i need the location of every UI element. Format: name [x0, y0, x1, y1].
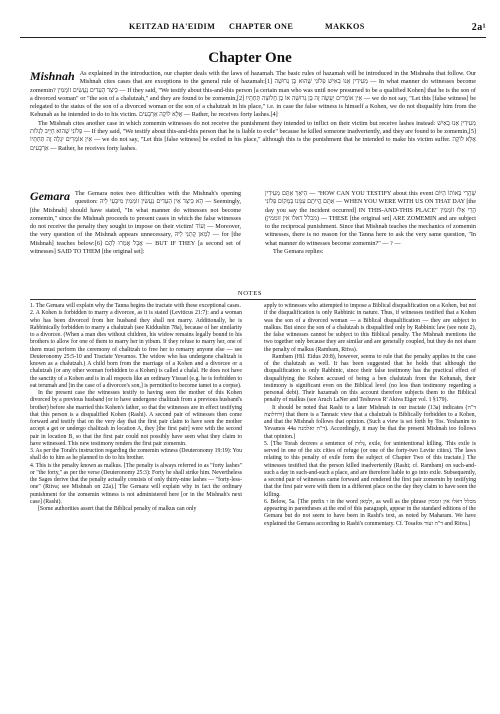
- gemara-lead-word: Gemara: [30, 189, 70, 203]
- note-paragraph: 6. Below, 5a. [The prefix ו in the word וּלְמָאן, as well as the phrase מכלל דאלו אין זוממין appearing in parentheses at the end of this paragraph, appear in the standard editions of the Gemara but do not seem to have been in Rashi's text, as noted by Maharam. We have explained the Gemara according to Rashi's commentary. Cf. Tosafos ד"ה ועוד and Ritva.]: [264, 498, 476, 527]
- note-paragraph: 1. The Gemara will explain why the Tanna begins the tractate with these exceptional cases.: [30, 303, 241, 309]
- header-chapter: CHAPTER ONE: [229, 22, 294, 31]
- note-paragraph: 2. A Kohen is forbidden to marry a divorcee, as it is stated (Leviticus 21:7): and a woman who has been divorced from her husband they shall not marry. Additionally, he is Rabbinically forbidden to marry a chalutzah (see Kiddushin 78a), because of her similarity to a divorcee. (When a man dies without children, his widow remains legally bound to his brothers to allow for one of them to marry her in yibum. If they refuse to marry her, one of them must perform the ceremony of chalitzah to free her to remarry anyone else — see Deuteronomy 25:5-10 and Tractate Yevamos. The widow who has undergone chalitzah is known as a chalutzah.) A child born from the marriage of a Kohen and a divorcee or a chalutzah (or any other woman forbidden to a Kohen) is called a chalal. He does not have the sanctity of a Kohen and is in all respects like an ordinary Yisrael (e.g. he is forbidden to eat terumah and [in the case of a divorcee's son,] is permitted to become tamei to a corpse).: [30, 310, 242, 389]
- header-book-title: KEITZAD HA'EIDIM: [129, 22, 216, 31]
- running-header: [20, 22, 486, 36]
- note-paragraph: In the present case the witnesses testify to having seen the mother of this Kohen divorced by a previous husband (or to have undergone chalitzah from a previous husband's brother) before she married this Kohen's father, so that the witnesses are in effect testifying that this person is a disqualified Kohen (Rashi). A second pair of witnesses then come forward and testify that on the very day that the first pair claim to have seen the mother accept a get or undergo chalitzah in location A, they [the first pair] were with the second pair in location B, so that the first pair could not possibly have seen what they claim to have witnessed. This new testimony renders the first pair zomemin.: [30, 390, 242, 447]
- header-rule: [20, 37, 486, 38]
- notes-rule: [30, 299, 476, 300]
- notes-right-column: [264, 303, 476, 528]
- note-paragraph: apply to witnesses who attempted to impose a Biblical disqualification on a Kohen, but not if the disqualification is only Rabbinic in nature. Thus, if witnesses testified that a Kohen was the son of a divorced woman — a Biblical disqualification — they are subject to malkus. But since the son of a chalutzah is disqualified only by Rabbinic law (see note 2), the false witnesses cannot be subject to this Biblical penalty. The Mishnah mentions the two together only because they are similar and are generally coupled, but they do not share the penalty of malkus (Rambam, Ritva).: [264, 303, 476, 353]
- notes-left-column: [30, 303, 242, 513]
- header-page-number: 2a¹: [471, 22, 486, 33]
- note-paragraph: It should be noted that Rashi to a later Mishnah in our tractate (13a) indicates (ד"ה ודחלוצה) that there is a Tannaic view that a chalutzah is Biblically forbidden to a Kohen, and that the Mishnah follows that opinion. (Such a view is set forth by Tos. Yeshanim to Yevamos 44a ד"ה ואלמנה). Accordingly, it may be that the present Mishnah too follows that opinion.]: [264, 404, 476, 440]
- mishnah-section: [30, 70, 476, 153]
- gemara-right-column: [265, 190, 476, 256]
- gemara-left-column: [30, 190, 241, 256]
- gemara-reply: The Gemara replies:: [273, 248, 324, 256]
- mishnah-lead-word: Mishnah: [30, 69, 75, 83]
- mishnah-paragraph-2: The Mishnah cites another case in which zomemin witnesses do not receive the punishment they intended to inflict on their victim but receive lashes instead: מְעִידִין אֵנוּ בְאִישׁ פְּלוֹנִי שֶׁהוּא חַיָּיב לִגְלוֹת — If they said, "We testify about this-and-this person that he is liable to exile" because he killed someone inadvertently, and they are found to be zomemin,[5] אֵין אוֹמְרִים יִגְלֶה זֶה תַּחְתָּיו — we do not say, "Let this [false witness] be exiled in his place," although this is the punishment that he intended to make his victim suffer. אֶלָּא לוֹקֶה אַרְבָּעִים — Rather, he receives forty lashes.: [30, 119, 477, 152]
- mishnah-paragraph-1: As explained in the introduction, our chapter deals with the laws of hazamah. The basic rules of hazamah will be introduced in the Mishnahs that follow. Our Mishnah cites cases that are exceptions to the general rule of hazamah:[1] מְעִידִין אֵנוּ בְאִישׁ פְּלוֹנִי שֶׁהוּא בֶּן גְּרוּשָׁה — In what manner do witnesses become zomemin? כֵּיצַד הָעֵדִים נַעֲשִׂים זוֹמְמִין — If they said, "We testify about this-and-this person [a certain man who was until now presumed to be a qualified Kohen] that he is the son of a divorced woman" or "the son of a chalutzah," and they are found to be zomemin,[2] אֵין אוֹמְרִים יֵעָשֶׂה זֶה בֶּן גְּרוּשָׁה אוֹ בֶן חֲלוּצָה תַּחְתָּיו — we do not say, "Let this [false witness] be relegated to the status of the son of a divorced woman or the son of a chalutzah in his place," i.e. in case the false witness is himself a Kohen, we do not disqualify him from the Kehunah as he intended to do to his victim. אֶלָּא לוֹקֶה אַרְבָּעִים — Rather, he receives forty lashes.[4]: [30, 70, 476, 119]
- notes-heading: NOTES: [237, 290, 263, 297]
- note-paragraph: 4. This is the penalty known as malkus. [The penalty is always referred to as "forty lashes" or "the forty," as per the verse (Deuteronomy 25:3): Forty he shall strike him. Nevertheless the Sages derive that the penalty actually consists of only thirty-nine lashes — "forty-less-one" (Ritva; see Mishnah on 22a).] The Gemara will explain why in fact the ordinary punishment for the zomemin witness is not administered here [or in the Mishnah's next case] (Rashi).: [30, 462, 242, 505]
- note-paragraph: Rambam (Hil. Eidus 20:8), however, seems to rule that the penalty applies in the case of the chalutzah as well. It has been suggested that he holds that although the disqualification is only Rabbinic, since their false testimony has the practical effect of disqualifying the Kohen accused of being a ben chalutzah from the Kehunah, their testimony is significant even on the Biblical level (no less than testimony regarding a personal debt). Their hazamah on this account therefore subjects them to the Biblical penalty of malkus (see Aruch LaNer and Teshuvos R' Akiva Eiger vol. 1 §179).: [264, 353, 476, 404]
- chapter-title: Chapter One: [208, 50, 292, 66]
- gemara-right-text: הֵיאָךְ אַתֶּם מְעִידִין — "HOW CAN YOU TESTIFY about this event שֶׁהֲרֵי בְּאוֹתוֹ הַיּוֹם אַתֶּם הֱיִיתֶם עִמָּנוּ בְּמָקוֹם פְּלוֹנִי — WHEN YOU WERE WITH US ON THAT DAY [the day you say the incident occurred] IN THIS-AND-THIS PLACE" הֲרֵי אֵלּוּ זוֹמְמִין (מכלל דאלו אין זוממין) — THESE [the original set] ARE ZOMEMIN and are subject to the reciprocal punishment. Since that Mishnah teaches the mechanics of zomemin witnesses, there is no reason for the Tanna here to ask the very same question, "In what manner do witnesses become zomemin?" — ? —: [265, 190, 476, 247]
- note-paragraph: 3. As per the Torah's instruction regarding the zomemin witness (Deuteronomy 19:19): You shall do to him as he planned to do to his brother.: [30, 448, 242, 462]
- header-tractate: MAKKOS: [325, 22, 365, 31]
- note-paragraph: [Some authorities assert that the Biblical penalty of malkus can only: [38, 506, 197, 512]
- gemara-left-text: The Gemara notes two difficulties with the Mishnah's opening question: הָא כֵּיצַד אֵין הָעֵדִים נַעֲשִׂין זוֹמְמִין מִיבְּעֵי לֵיהּ — Seemingly, [the Mishnah] should have stated, "In what manner do witnesses not become zomemin," since the Mishnah proceeds to present cases in which the false witnesses do not receive the penalty they sought to impose on their victim! וְעוֹד — Moreover, the very question of the Mishnah appears unnecessary, לְמַאן קָתָנֵי לֵיהּ — for [the Mishnah] teaches below:[6] אֲבָל אָמְרוּ לָהֶם — BUT IF THEY [a second set of witnesses] SAID TO THEM [the original set]:: [30, 190, 241, 256]
- note-paragraph: 5. [The Torah decrees a sentence of גָּלוּת, exile, for unintentional killing. This exile is served in one of the six cities of refuge (or one of the forty-two Levite cities). The laws relating to this penalty of exile form the subject of Chapter Two of this tractate.] The witnesses testified that the person killed inadvertently (Rashi; cf. Rambam) on such-and-such a day in such-and-such a place, and are therefore liable to go into exile. Subsequently, a second pair of witnesses came forward and rendered the first pair zomemin by testifying that the first pair were with them in a different place on the day they claim to have seen the killing.: [264, 440, 477, 498]
